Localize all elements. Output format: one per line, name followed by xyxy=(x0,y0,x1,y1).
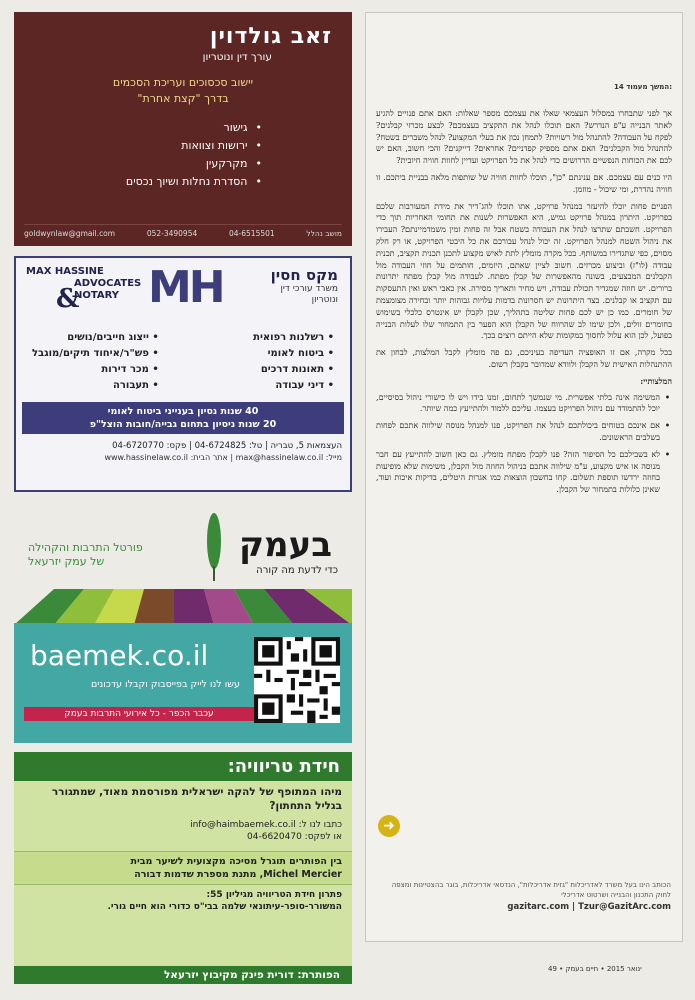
facebook-like-text: עשו לנו לייק בפייסבוק וקבלו עדכונים xyxy=(91,679,240,690)
experience-banner xyxy=(22,402,344,434)
ad-baemek-site xyxy=(14,623,352,743)
article-paragraph: הפניים פחות יוכלו להיעזר במנהל פרויקט, אתו תוכלו להג־דיר את מידת המעורבות שלכם בפרויקט. היתרון במנהל פרויקט גמיש, היא האפשרות לשנות את תחומי האחריות תוך כדי הפרויקט. חשבתם שתרצו לנהל את העבודה בשטח אבל זה פחות זמין משמדמיינתם? העבירו את ניהול השטח למנהל הפרויקט. זה יכול לנהל עבורכם את כל היבטי הפרויקט, או רק חלק מסוים, כפי שתגדירו במשותף. בכל מקרה מומלץ לתת לאיש מקצוע לתכנן תכנית תקציב, תכנית עבודה (לו"ז) וביצוע מכרזים. חשוב לציין שאתם, היזמים, חותמים על חוזי העבודה מול הקבלנים המבצעים, בשונה מהאפשרות של קבלן מפתח. לעבודה מול קבלן מפתח יתרונות ברורים. יש חוזה שמגדיר תכולת עבודה, ויש מחיר ותאריך מסירה. אין כאבי ראש ואין התעסקות עם תקציב או קבלנים. בצד היתרונות יש חסרונות בדמות עלויות גבוהות יותר ובחירה מצומצמת של חומרים. כמו כן יש לכם פחות שליטה בתהליך, שכן לקבלן יש אינטרס כלכלי בשימוש בחומרים זולים, ולכן שימו לב שהרווח של הקבלן הוא הפער בין התמחור שלו לעלות הבנייה בפועל, לכן הוא עלול לחסוך במקומות שלא הייתם רוצים בכך. xyxy=(376,200,672,341)
article-paragraph: אך לפני שתבחרו במסלול העצמאי שאלו את עצמכם מספר שאלות: האם אתם פנויים להגיע לאתר הבנייה ע"פ הנדרש? האם תוכלו לנהל את התקציב בעצמכם? לבצע מכרזי קבלנים? לפקח על העבודה? להתנהל מול רשויות? לתמחן נכון את בעלי המקצוע? לנהל משברים בשטח? להתנהל מול הקבלנים? האם אתם מספיק קפדניים? אחראים? דייקנים? והכי חשוב, האם יש לכם את הכוחות הנפשיים הדרושים כדי לנהל את כל הפרויקט ועדיין לחוות חוויה חיובית? xyxy=(376,108,672,166)
list-item: • תעבורה xyxy=(32,378,159,394)
riddle-fax: או לפקס: 04-6620470 xyxy=(247,832,342,842)
tagline-line: בדרך "קצת אחרת" xyxy=(137,92,229,105)
list-item: • גישור xyxy=(34,119,262,137)
hassine-line-en: ADVOCATES xyxy=(74,278,142,289)
recommendations-list xyxy=(376,392,672,496)
experience-line: 40 שנות נסיון בענייני ביטוח לאומי xyxy=(107,406,259,417)
portal-line: של עמק יזרעאל xyxy=(28,555,105,568)
prize-line: Michel Mercier, מתנת מספרת שדמות דבורה xyxy=(134,869,342,880)
list-item: • דיני עבודה xyxy=(253,378,334,394)
continued-note: המשך מעמוד 14: xyxy=(614,83,672,91)
article-paragraph: בכל מקרה, אם זו האופציה העדיפה בעיניכם, גם פה מומלץ לקבל המלצות, לבחון את ההתנהלות האישית של הקבלן ולוודא שמדובר בקבלן רשום. xyxy=(376,347,672,369)
author-contact: gazitarc.com | Tzur@GazitArc.com xyxy=(507,902,671,912)
lawyer-mobile: 052-3490954 xyxy=(146,229,198,238)
hassine-name: מקס חסין xyxy=(270,266,338,284)
riddle-solver: הפותרת: דורית פינק מקיבוץ יזרעאל xyxy=(14,966,352,984)
end-arrow-icon: ➜ xyxy=(378,815,400,837)
hassine-contact xyxy=(16,434,350,464)
ad-trivia-riddle xyxy=(14,752,352,984)
list-item: • הסדרת נחלות ושיוך נכסים xyxy=(34,173,262,191)
recommendations-heading: המלצותיי: xyxy=(640,375,672,386)
hassine-services xyxy=(16,320,350,394)
article-body xyxy=(376,108,672,501)
site-banner: עכבר הכפר - כל אירועי התרבות בעמק xyxy=(24,707,254,721)
list-item: • מקרקעין xyxy=(34,155,262,173)
riddle-title: חידת טריוויה: xyxy=(14,752,352,781)
lawyer-services xyxy=(34,119,262,191)
riddle-question: מיהו המתופף של להקה ישראלית מפורסמת מאוד, שמתגורר בגליל התחתון? xyxy=(51,786,342,812)
baemek-portal xyxy=(28,541,143,569)
list-item: • ייצוג חייבים/נושים xyxy=(32,330,159,346)
hassine-hebrew-name xyxy=(271,266,338,306)
author-footnote xyxy=(365,880,683,912)
solution-line: פתרון חידת הטריוויה מגיליון 55: xyxy=(206,890,342,900)
hassine-subtitle: משרד עורכי דין xyxy=(280,284,338,294)
mh-logo: MH xyxy=(148,262,223,313)
author-bio: הכותב הינו בעל משרד לאדריכלות "גזית אדריכלות", הנדסאי אדריכלות, בוגר בהצטיינות ומצפה לחוק התכנון והבנייה ושרטוט אדריכלי xyxy=(391,881,671,899)
hassine-name-en: MAX HASSINE xyxy=(26,266,104,277)
lawyer-address: מושב נהלל xyxy=(306,229,342,238)
ad-hassine-law xyxy=(14,256,352,492)
list-item: • ביטוח לאומי xyxy=(253,346,334,362)
portal-line: פורטל התרבות והקהילה xyxy=(28,541,143,554)
hassine-header xyxy=(16,258,350,320)
tree-icon xyxy=(204,511,224,581)
tagline-line: יישוב סכסוכים ועריכת הסכמים xyxy=(112,76,254,89)
list-item: • פש"ר/איחוד תיקים/מוגבל xyxy=(32,346,159,362)
experience-line: 20 שנות ניסיון בתחום גבייה/חובות הוצל"פ xyxy=(89,419,277,430)
list-item: • לא בשבילכם כל הסיפור הזה? פנו לקבלן מפתח מומלץ. גם כאן חשוב להתייעץ עם חבר מנוסה או איש מקצוע, ע"מ שילווה אתכם בניהול החוזה מול הקבלן, משימות שלא מופיעות בחוזה ירדשו תוספת תשלום. קחו בחשבון הוצאות כמו אגרות היטלים, בדיקות איכות ועוד, שאינן כלולות בתמחור של הקבלן. xyxy=(376,449,660,496)
list-item: • ירושות וצוואות xyxy=(34,137,262,155)
list-item: • תאונות דרכים xyxy=(253,362,334,378)
list-item: • רשלנות רפואית xyxy=(253,330,334,346)
baemek-subtitle: כדי לדעת מה קורה xyxy=(256,565,338,576)
list-item: • אם אינכם בטוחים ביכולתכם לנהל את הפרויקט, פנו למנהל מנוסה שילווה אתכם לפחות בשלבים הראשונים. xyxy=(376,420,660,444)
hassine-subtitle: ונוטריון xyxy=(311,295,338,305)
riddle-contact xyxy=(14,813,352,843)
ad-baemek-logo xyxy=(14,505,352,625)
ad-goldwyn-law xyxy=(14,12,352,246)
lawyer-contact-bar xyxy=(24,224,342,238)
lawyer-name: זאב גולדוין xyxy=(209,24,332,49)
hassine-address: העצמאות 5, טבריה | טל: 04-6724825 | פקס: 04-6720770 xyxy=(112,441,342,451)
hassine-line-en: NOTARY xyxy=(74,290,120,301)
solution-line: המשורר-סופר-עיתונאי שלמה בבי"ס כדורי הוא חיים גורי. xyxy=(107,902,342,912)
list-item: • המשימה אינה בלתי אפשרית. מי שנמשך לתחום, זמנו בידו ויש לו כישורי ניהול בסיסיים, יוכל להתמודד עם ניהול הפרויקט בעצמו. עליכם ללמוד ולהתייעץ כמה שיותר. xyxy=(376,392,660,416)
hassine-web[interactable]: מייל: max@hassinelaw.co.il | אתר הבית: www.hassinelaw.co.il xyxy=(104,453,342,462)
riddle-solution xyxy=(14,885,352,913)
fields-illustration xyxy=(14,589,352,625)
lawyer-tagline xyxy=(34,75,332,107)
site-url[interactable]: baemek.co.il xyxy=(30,639,209,672)
riddle-email[interactable]: info@haimbaemek.co.il xyxy=(190,820,296,830)
list-item: • מכר דירות xyxy=(32,362,159,378)
article-paragraph: היו כנים עם עצמכם. אם ענינתם "כן", תוכלו לחוות חוויה של שותפות מלאה בבניית ביתכם. זו חוויה נהדרת, ומי שיכול - מוזמן. xyxy=(376,171,672,194)
ampersand: & xyxy=(56,284,80,314)
services-right xyxy=(253,330,334,394)
page-folio: ינואר 2015 • חיים בעמק • 49 xyxy=(548,965,642,973)
prize-line: בין הפותרים תוגרל מסיכה מקצועית לשיער מבית xyxy=(130,856,342,867)
qr-code-icon[interactable] xyxy=(254,637,340,723)
services-left xyxy=(32,330,159,394)
lawyer-role: עורך דין ונוטריון xyxy=(202,51,272,63)
lawyer-email[interactable]: goldwynlaw@gmail.com xyxy=(24,229,116,238)
hassine-english-name xyxy=(26,266,141,302)
article-column xyxy=(365,12,683,942)
riddle-prize xyxy=(14,851,352,885)
baemek-logo-word: בעמק xyxy=(238,525,332,565)
lawyer-phone: 04-6515501 xyxy=(229,229,275,238)
write-to-label: כתבו לנו ל: xyxy=(298,820,342,830)
